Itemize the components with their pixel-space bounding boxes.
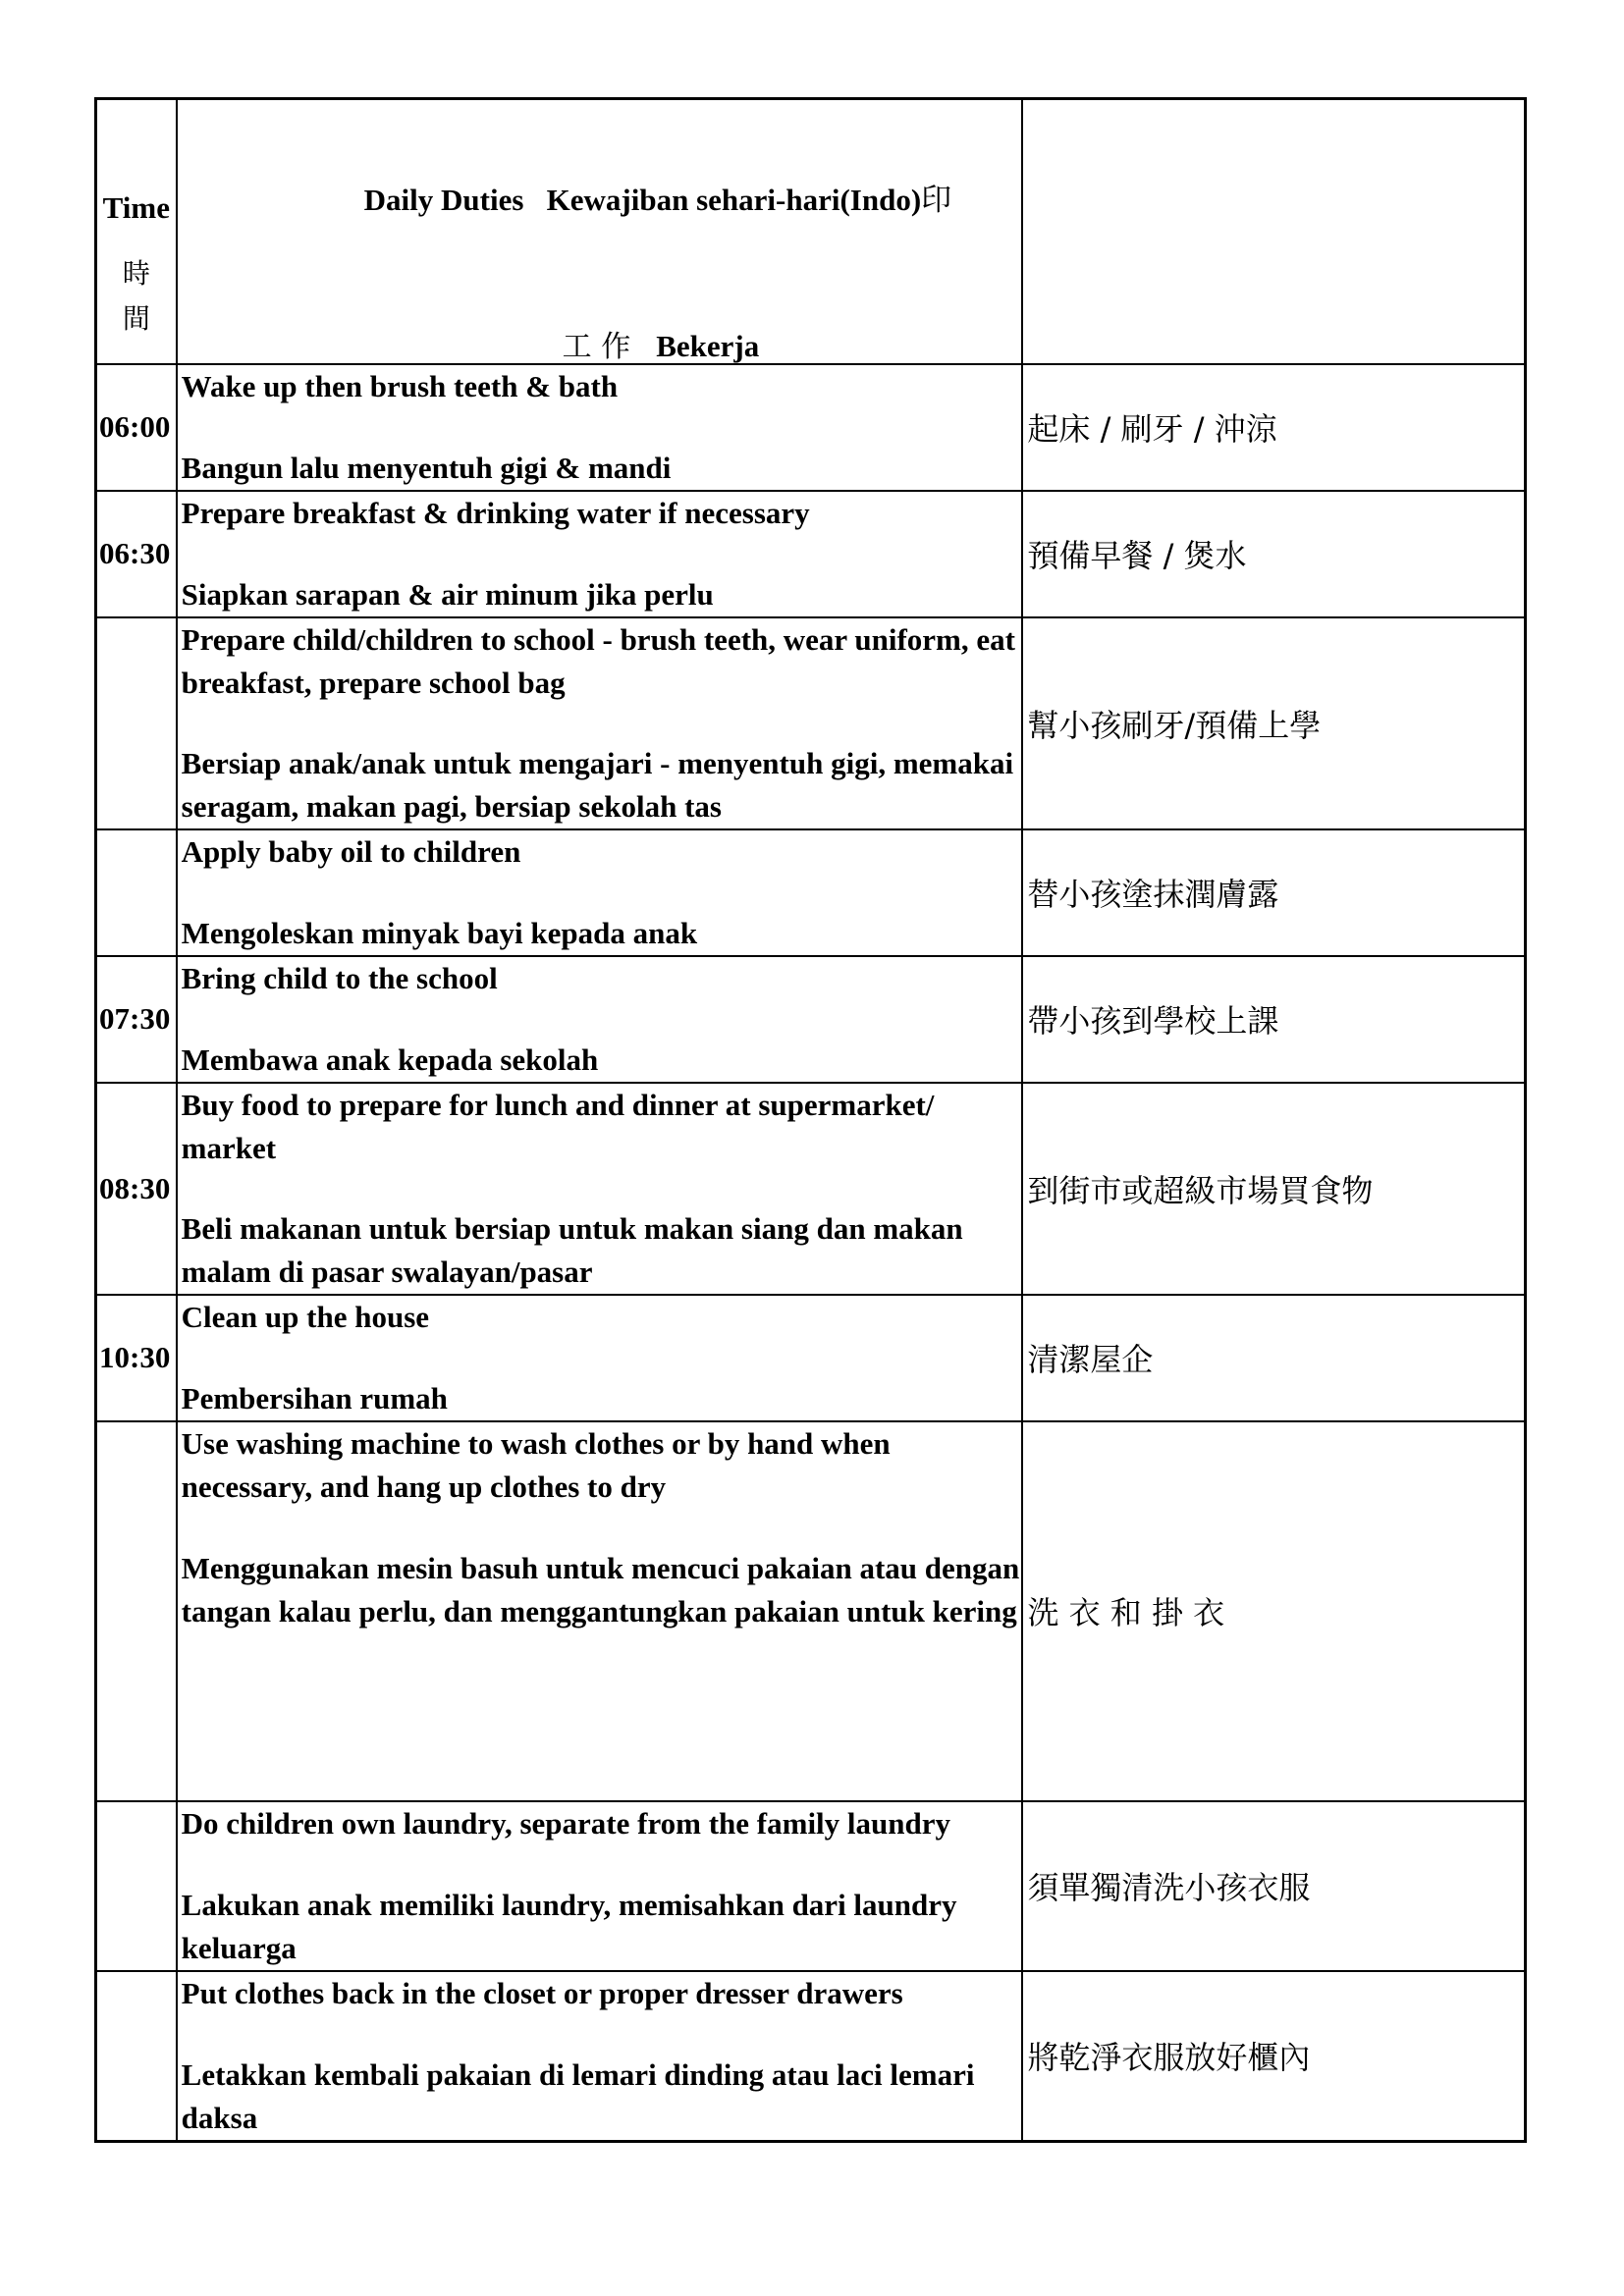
duty-indonesian: Beli makanan untuk bersiap untuk makan siang dan makan malam di pasar swalayan/pasar <box>181 1210 963 1289</box>
duty-row <box>96 364 1526 491</box>
duty-header-subtitle-id: Bekerja <box>656 329 760 363</box>
duty-english: Do children own laundry, separate from the family laundry <box>181 1805 951 1841</box>
duty-row <box>96 1801 1526 1971</box>
document-title-text: Daily Duties Kewajiban sehari-hari(Indo) <box>363 183 922 217</box>
duty-chinese: 帶小孩到學校上課 <box>1022 956 1525 1083</box>
duty-row <box>96 1083 1526 1295</box>
duty-indonesian: Mengoleskan minyak bayi kepada anak <box>181 915 698 950</box>
duty-cell <box>177 364 1023 491</box>
duty-indonesian: Lakukan anak memiliki laundry, memisahkan dari laundry keluarga <box>181 1887 957 1965</box>
duty-row <box>96 617 1526 829</box>
duty-header-subtitle <box>563 322 760 365</box>
duty-chinese: 將乾淨衣服放好櫃內 <box>1022 1971 1525 2142</box>
duty-chinese: 到街市或超級市場買食物 <box>1022 1083 1525 1295</box>
duty-header-cell <box>177 99 1023 364</box>
duty-indonesian: Letakkan kembali pakaian di lemari dinding atau laci lemari daksa <box>181 2056 975 2135</box>
time-header-cell <box>96 99 177 364</box>
duty-cell <box>177 1421 1023 1801</box>
time-cell <box>96 1421 177 1801</box>
duty-indonesian: Siapkan sarapan & air minum jika perlu <box>181 576 714 612</box>
duty-chinese: 起床 / 刷牙 / 沖涼 <box>1022 364 1525 491</box>
duty-cell <box>177 829 1023 956</box>
time-cell: 06:30 <box>96 491 177 617</box>
time-cell <box>96 1801 177 1971</box>
duty-row <box>96 829 1526 956</box>
duty-cell <box>177 1971 1023 2142</box>
duty-cell <box>177 1083 1023 1295</box>
duty-english: Prepare breakfast & drinking water if necessary <box>181 495 810 530</box>
daily-duties-table <box>94 97 1527 2143</box>
cn-header-cell <box>1022 99 1525 364</box>
duty-english: Use washing machine to wash clothes or by hand when necessary, and hang up clothes to dry <box>181 1425 891 1504</box>
time-cell <box>96 1971 177 2142</box>
document-title-cn-mark: 印 <box>921 183 952 218</box>
duty-english: Buy food to prepare for lunch and dinner at supermarket/ market <box>181 1087 935 1165</box>
duty-chinese: 預備早餐 / 煲水 <box>1022 491 1525 617</box>
duty-indonesian: Membawa anak kepada sekolah <box>181 1041 599 1077</box>
time-header-cn-2: 間 <box>122 302 150 335</box>
duty-header-subtitle-cn: 工 作 <box>562 330 631 364</box>
document-title <box>364 175 952 219</box>
duty-cell <box>177 1801 1023 1971</box>
duty-english: Apply baby oil to children <box>181 833 521 869</box>
duty-indonesian: Bangun lalu menyentuh gigi & mandi <box>181 450 672 485</box>
duty-chinese: 清潔屋企 <box>1022 1295 1525 1421</box>
time-cell <box>96 829 177 956</box>
time-cell: 08:30 <box>96 1083 177 1295</box>
duty-english: Clean up the house <box>181 1299 430 1334</box>
header-row <box>96 99 1526 364</box>
duty-row <box>96 1295 1526 1421</box>
duty-cell <box>177 1295 1023 1421</box>
duty-english: Put clothes back in the closet or proper dresser drawers <box>181 1975 903 2010</box>
time-cell: 10:30 <box>96 1295 177 1421</box>
duty-indonesian: Bersiap anak/anak untuk mengajari - menyentuh gigi, memakai seragam, makan pagi, bersiap sekolah tas <box>181 745 1014 824</box>
duty-row <box>96 1421 1526 1801</box>
duty-row <box>96 1971 1526 2142</box>
duty-chinese: 幫小孩刷牙/預備上學 <box>1022 617 1525 829</box>
time-cell: 06:00 <box>96 364 177 491</box>
duty-row <box>96 491 1526 617</box>
time-header-label: Time <box>102 190 170 225</box>
duty-english: Wake up then brush teeth & bath <box>181 368 619 403</box>
duty-indonesian: Menggunakan mesin basuh untuk mencuci pakaian atau dengan tangan kalau perlu, dan menggantungkan pakaian untuk kering <box>181 1550 1020 1629</box>
duty-cell <box>177 617 1023 829</box>
duty-cell <box>177 956 1023 1083</box>
duty-row <box>96 956 1526 1083</box>
time-header-cn-1: 時 <box>122 257 150 290</box>
time-cell <box>96 617 177 829</box>
duty-english: Bring child to the school <box>181 960 498 995</box>
time-cell: 07:30 <box>96 956 177 1083</box>
duty-cell <box>177 491 1023 617</box>
daily-duties-sheet <box>94 97 1527 2143</box>
duty-chinese: 替小孩塗抹潤膚露 <box>1022 829 1525 956</box>
duty-english: Prepare child/children to school - brush teeth, wear uniform, eat breakfast, prepare school bag <box>181 621 1015 700</box>
duty-chinese: 須單獨清洗小孩衣服 <box>1022 1801 1525 1971</box>
duty-indonesian: Pembersihan rumah <box>181 1380 448 1415</box>
duty-chinese: 洗 衣 和 掛 衣 <box>1022 1421 1525 1801</box>
